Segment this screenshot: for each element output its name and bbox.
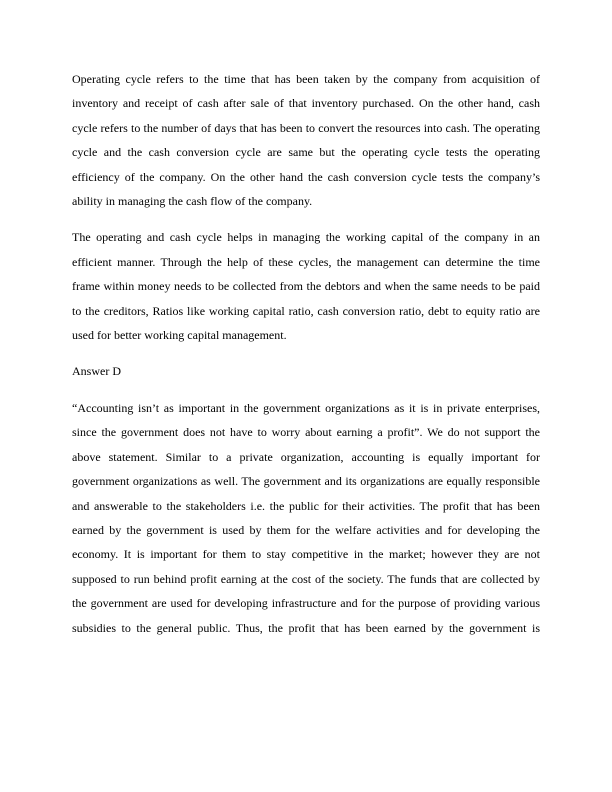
- section-heading-answer-d: Answer D: [72, 364, 121, 379]
- page-content: [72, 67, 540, 652]
- paragraph-operating-cycle: Operating cycle refers to the time that has been taken by the company from acquisition of inventory and receipt of cash after sale of that inventory purchased. On the other hand, cash cycle refers to the number of days that has been to convert the resources into cash. The operating cycle and the cash conversion cycle are same but the operating cycle tests the operating efficiency of the company. On the other hand the cash conversion cycle tests the company’s ability in managing the cash flow of the company.: [72, 72, 540, 209]
- paragraph-working-capital: The operating and cash cycle helps in managing the working capital of the company in an efficient manner. Through the help of these cycles, the management can determine the time frame within money needs to be collected from the debtors and when the same needs to be paid to the creditors, Ratios like working capital ratio, cash conversion ratio, debt to equity ratio are used for better working capital management.: [72, 230, 540, 343]
- paragraph-government-accounting: “Accounting isn’t as important in the government organizations as it is in private enterprises, since the government does not have to worry about earning a profit”. We do not support the above statement. Similar to a private organization, accounting is equally important for government organizations as well. The government and its organizations are equally responsible and answerable to the stakeholders i.e. the public for their activities. The profit that has been earned by the government is used by them for the welfare activities and for developing the economy. It is important for them to stay competitive in the market; however they are not supposed to run behind profit earning at the cost of the society. The funds that are collected by the government are used for developing infrastructure and for the purpose of providing various subsidies to the general public. Thus, the profit that has been earned by the government is: [72, 400, 540, 635]
